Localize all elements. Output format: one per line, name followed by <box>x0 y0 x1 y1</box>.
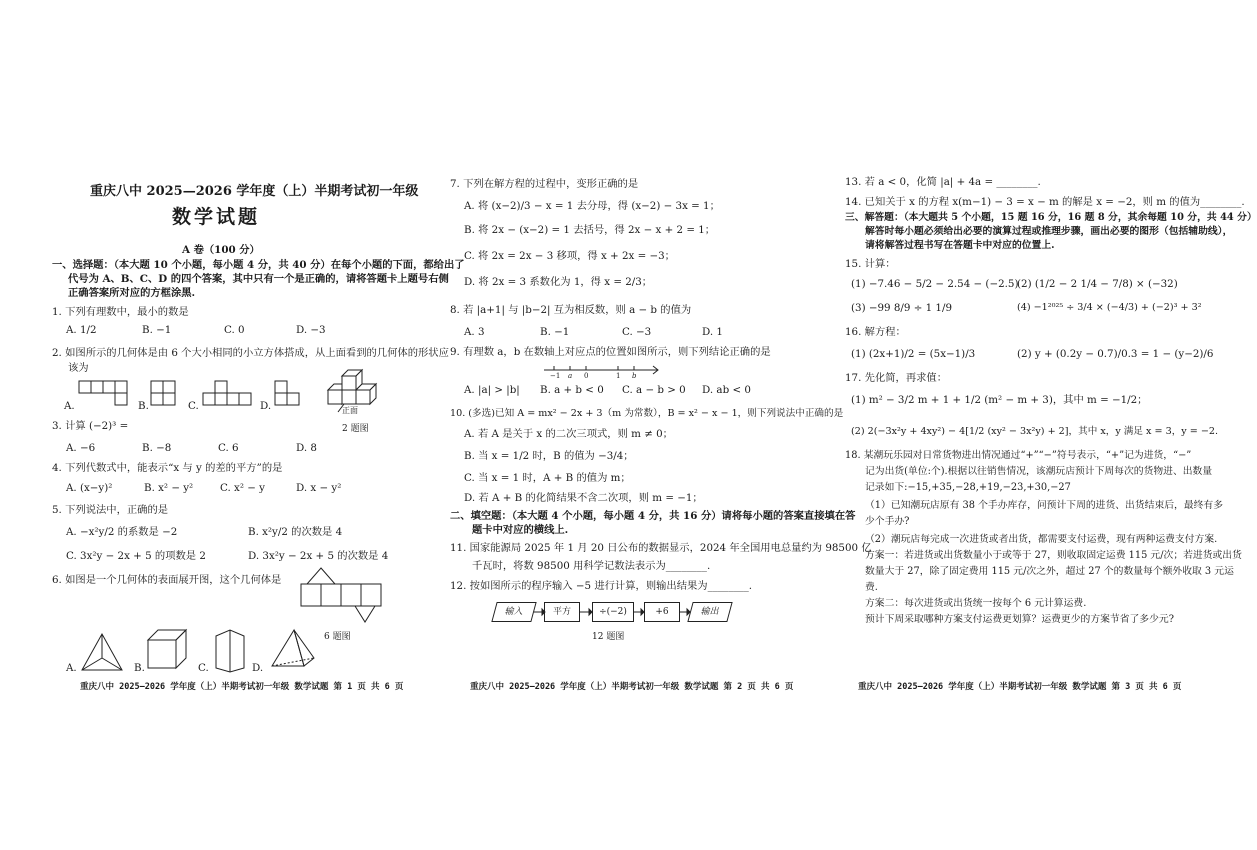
q2-option-a-figure <box>78 380 134 408</box>
q5-option-c: C. 3x²y − 2x + 5 的项数是 2 <box>66 550 206 562</box>
part2-instructions-1: 二、填空题：（本大题 4 个小题，每小题 4 分，共 16 分）请将每小题的答案直接填在答 <box>450 510 856 522</box>
q6-option-b-figure <box>146 628 190 672</box>
q18-line-10: 方案二：每次进货或出货统一按每个 6 元计算运费. <box>865 598 1087 609</box>
exam-title: 数学试题 <box>172 206 261 228</box>
q4-option-d: D. x − y² <box>296 482 342 494</box>
q2-option-b: B. <box>138 400 149 412</box>
question-8: 8. 若 |a+1| 与 |b−2| 互为相反数，则 a − b 的值为 <box>450 304 692 316</box>
part1-instructions-2: 代号为 A、B、C、D 的四个答案，其中只有一个是正确的，请将答题卡上题号右侧 <box>68 273 449 285</box>
q17-item-1: (1) m² − 3/2 m + 1 + 1/2 (m² − m + 3)，其中 m = −1/2； <box>851 394 1148 406</box>
q10-option-a: A. 若 A 是关于 x 的二次三项式，则 m ≠ 0； <box>464 428 673 440</box>
page-1-footer: 重庆八中 2025—2026 学年度（上）半期考试初一年级 数学试题 第 1 页 共 6 页 <box>80 682 404 692</box>
q7-option-a: A. 将 (x−2)/3 − x = 1 去分母，得 (x−2) − 3x = 1； <box>464 200 720 212</box>
question-11: 11. 国家能源局 2025 年 1 月 20 日公布的数据显示，2024 年全国用电总量约为 98500 亿 <box>450 542 872 554</box>
question-2: 2. 如图所示的几何体是由 6 个大小相同的小立方体搭成，从上面看到的几何体的形状应 <box>52 347 449 359</box>
part3-instructions-3: 请将解答过程书写在答题卡中对应的位置上. <box>865 240 1055 251</box>
q15-item-1: (1) −7.46 − 5/2 − 2.54 − (−2.5) <box>851 278 1019 290</box>
q9-option-d: D. ab < 0 <box>702 384 751 396</box>
q6-option-b: B. <box>134 662 145 674</box>
q2-option-d-figure <box>274 380 304 408</box>
q12-divide-box: ÷(−2) <box>592 602 634 622</box>
question-10: 10. (多选)已知 A = mx² − 2x + 3（m 为常数），B = x² − x − 1，则下列说法中正确的是 <box>450 408 844 419</box>
q12-flow-arrows <box>532 606 732 618</box>
q9-label-minus-one: −1 <box>550 372 561 380</box>
q2-option-d: D. <box>260 400 272 412</box>
q7-option-c: C. 将 2x = 2x − 3 移项，得 x + 2x = −3； <box>464 250 675 262</box>
q18-line-8: 数量大于 27，除了固定费用 115 元/次之外，超过 27 个的数量每个额外收取 3 元运 <box>865 566 1234 577</box>
question-7: 7. 下列在解方程的过程中，变形正确的是 <box>450 178 639 190</box>
q15-item-4: (4) −1²⁰²⁵ ÷ 3/4 × (−4/3) + (−2)³ + 3² <box>1017 302 1202 313</box>
q9-label-one: 1 <box>616 372 621 380</box>
q6-option-d: D. <box>252 662 264 674</box>
q6-option-a: A. <box>66 662 77 674</box>
q2-option-c: C. <box>188 400 199 412</box>
q18-line-2: 记为出货(单位:个).根据以往销售情况，该潮玩店预计下周每次的货物进、出数量 <box>865 466 1213 477</box>
q9-label-zero: 0 <box>584 372 589 380</box>
q5-option-a: A. −x²y/2 的系数是 −2 <box>66 526 178 538</box>
question-16: 16. 解方程： <box>845 326 906 338</box>
question-1: 1. 下列有理数中，最小的数是 <box>52 306 189 318</box>
question-2-cont: 该为 <box>68 362 89 374</box>
question-3: 3. 计算 (−2)³ = <box>52 420 129 432</box>
q4-option-a: A. (x−y)² <box>66 482 113 494</box>
question-6: 6. 如图是一个几何体的表面展开图，这个几何体是 <box>52 574 282 586</box>
q7-option-d: D. 将 2x = 3 系数化为 1，得 x = 2/3； <box>464 276 653 288</box>
question-11-cont: 千瓦时，将数 98500 用科学记数法表示为________. <box>472 560 711 572</box>
q17-item-2: (2) 2(−3x²y + 4xy²) − 4[1/2 (xy² − 3x²y) + 2]，其中 x，y 满足 x = 3，y = −2. <box>851 426 1219 437</box>
q6-option-c: C. <box>198 662 209 674</box>
q8-option-d: D. 1 <box>702 326 723 338</box>
q18-line-4: （1）已知潮玩店原有 38 个手办库存，问预计下周的进货、出货结束后，最终有多 <box>865 500 1224 511</box>
part2-instructions-2: 题卡中对应的横线上. <box>472 524 569 536</box>
question-9: 9. 有理数 a，b 在数轴上对应点的位置如图所示，则下列结论正确的是 <box>450 346 771 358</box>
q4-option-c: C. x² − y <box>220 482 265 494</box>
question-15: 15. 计算： <box>845 258 896 270</box>
q3-option-a: A. −6 <box>66 442 96 454</box>
q12-add-box: +6 <box>644 602 680 622</box>
q15-item-2: (2) (1/2 − 2 1/4 − 7/8) × (−32) <box>1017 278 1178 290</box>
q10-option-b: B. 当 x = 1/2 时，B 的值为 −3/4； <box>464 450 634 462</box>
part3-instructions-2: 解答时每小题必须给出必要的演算过程或推理步骤，画出必要的图形（包括辅助线）， <box>865 226 1233 237</box>
q8-option-a: A. 3 <box>464 326 485 338</box>
page-2-footer: 重庆八中 2025—2026 学年度（上）半期考试初一年级 数学试题 第 2 页 共 6 页 <box>470 682 794 692</box>
q5-option-d: D. 3x²y − 2x + 5 的次数是 4 <box>248 550 389 562</box>
section-a-label: A 卷（100 分） <box>182 244 260 256</box>
q16-item-1: (1) (2x+1)/2 = (5x−1)/3 <box>851 348 976 360</box>
q6-net-figure <box>300 566 386 636</box>
q1-option-d: D. −3 <box>296 324 326 336</box>
exam-header: 重庆八中 2025—2026 学年度（上）半期考试初一年级 <box>90 184 419 199</box>
q9-option-c: C. a − b > 0 <box>622 384 686 396</box>
q3-option-c: C. 6 <box>218 442 239 454</box>
q10-option-c: C. 当 x = 1 时，A + B 的值为 m； <box>464 472 631 484</box>
q4-option-b: B. x² − y² <box>144 482 194 494</box>
q2-option-c-figure <box>202 380 258 408</box>
q9-option-b: B. a + b < 0 <box>540 384 604 396</box>
q18-line-7: 方案一：若进货或出货数量小于或等于 27，则收取固定运费 115 元/次；若进货或出货 <box>865 550 1242 561</box>
q6-option-d-figure <box>270 628 316 672</box>
q2-figure-caption: 2 题图 <box>342 424 369 434</box>
question-17: 17. 先化简，再求值： <box>845 372 948 384</box>
q15-item-3: (3) −99 8/9 ÷ 1 1/9 <box>851 302 953 314</box>
question-5: 5. 下列说法中，正确的是 <box>52 504 169 516</box>
question-4: 4. 下列代数式中，能表示“x 与 y 的差的平方”的是 <box>52 462 283 474</box>
q6-figure-caption: 6 题图 <box>324 632 351 642</box>
q12-input-box: 输入 <box>491 602 536 622</box>
q1-option-b: B. −1 <box>142 324 172 336</box>
q6-option-c-figure <box>212 628 248 674</box>
q6-option-a-figure <box>80 632 124 674</box>
q12-output-box: 输出 <box>687 602 732 622</box>
q18-line-9: 费. <box>865 582 878 593</box>
q18-line-3: 记录如下:−15,+35,−28,+19,−23,+30,−27 <box>865 482 1071 493</box>
q18-line-1: 18. 某潮玩乐园对日常货物进出情况通过“+”“−”符号表示，“+”记为进货，“−” <box>845 450 1192 461</box>
q2-front-label: 正面 <box>342 406 358 415</box>
question-13: 13. 若 a < 0，化简 |a| + 4a = ________. <box>845 176 1041 188</box>
q8-option-b: B. −1 <box>540 326 570 338</box>
q3-option-b: B. −8 <box>142 442 172 454</box>
q18-line-6: （2）潮玩店每完成一次进货或者出货，都需要支付运费，现有两种运费支付方案. <box>865 534 1218 545</box>
q16-item-2: (2) y + (0.2y − 0.7)/0.3 = 1 − (y−2)/6 <box>1017 348 1214 360</box>
q2-option-b-figure <box>150 380 180 408</box>
q1-option-c: C. 0 <box>224 324 245 336</box>
q7-option-b: B. 将 2x − (x−2) = 1 去括号，得 2x − x + 2 = 1； <box>464 224 716 236</box>
q5-option-b: B. x²y/2 的次数是 4 <box>248 526 343 538</box>
q18-line-5: 少个手办? <box>865 516 910 527</box>
q2-option-a: A. <box>64 400 75 412</box>
part1-instructions-1: 一、选择题：（本大题 10 个小题，每小题 4 分，共 40 分）在每个小题的下面，都给出了 <box>52 259 465 271</box>
question-14: 14. 已知关于 x 的方程 x(m−1) − 3 = x − m 的解是 x = −2，则 m 的值为________. <box>845 196 1245 208</box>
q9-option-a: A. |a| > |b| <box>464 384 520 396</box>
q12-figure-caption: 12 题图 <box>592 632 625 642</box>
q1-option-a: A. 1/2 <box>66 324 97 336</box>
q10-option-d: D. 若 A + B 的化简结果不含二次项，则 m = −1； <box>464 492 703 504</box>
part3-instructions-1: 三、解答题：（本大题共 5 个小题，15 题 16 分，16 题 8 分，其余每题 10 分，共 44 分） <box>845 212 1257 223</box>
q9-label-b: b <box>632 372 637 380</box>
part1-instructions-3: 正确答案所对应的方框涂黑. <box>68 287 196 299</box>
q12-square-box: 平方 <box>544 602 580 622</box>
q18-line-11: 预计下周采取哪种方案支付运费更划算？运费更少的方案节省了多少元? <box>865 614 1174 625</box>
q3-option-d: D. 8 <box>296 442 317 454</box>
q8-option-c: C. −3 <box>622 326 652 338</box>
question-12: 12. 按如图所示的程序输入 −5 进行计算，则输出结果为________. <box>450 580 753 592</box>
page-3-footer: 重庆八中 2025—2026 学年度（上）半期考试初一年级 数学试题 第 3 页 共 6 页 <box>858 682 1182 692</box>
q9-label-a: a <box>568 372 573 380</box>
